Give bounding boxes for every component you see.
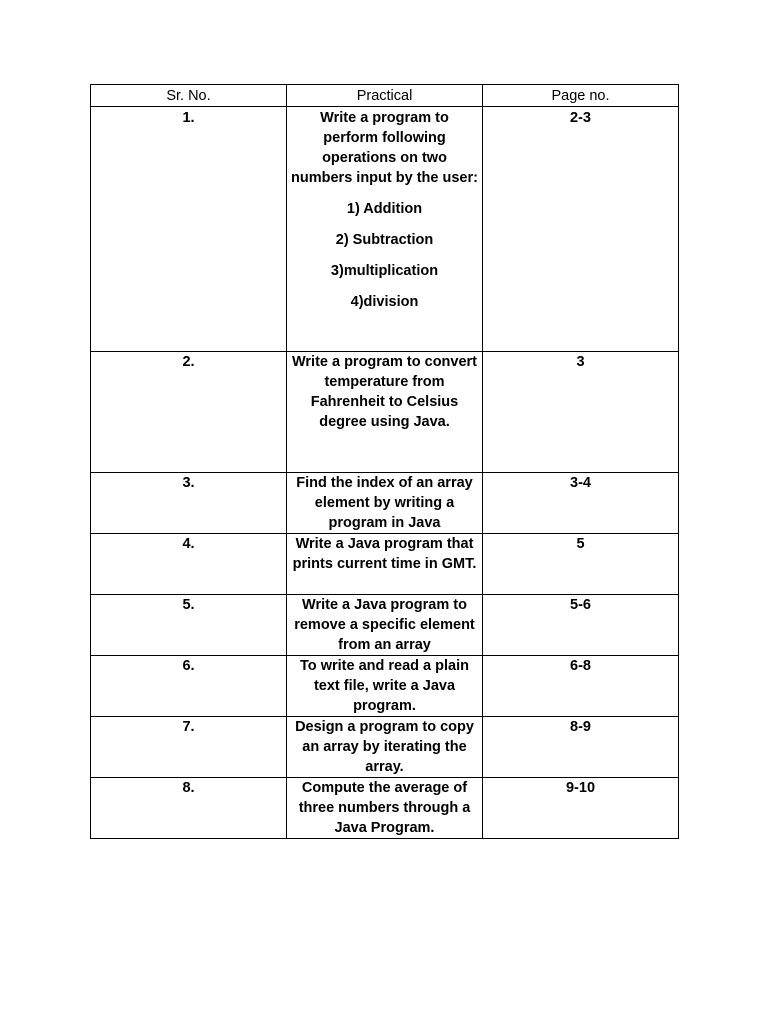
practical-index-table	[90, 84, 679, 839]
cell-sr-no: 3.	[91, 473, 287, 534]
cell-page-no: 2-3	[483, 107, 679, 352]
cell-practical: Design a program to copy an array by iterating the array.	[287, 717, 483, 778]
header-sr-no: Sr. No.	[91, 85, 287, 107]
operation-step: 1) Addition	[346, 201, 423, 217]
cell-page-no: 5	[483, 534, 679, 595]
cell-practical: Compute the average of three numbers through a Java Program.	[287, 778, 483, 839]
header-practical: Practical	[287, 85, 483, 107]
table-row	[91, 595, 679, 656]
cell-practical: Write a Java program to remove a specific element from an array	[287, 595, 483, 656]
cell-page-no: 8-9	[483, 717, 679, 778]
cell-practical: Write a program to convert temperature from Fahrenheit to Celsius degree using Java.	[287, 352, 483, 473]
table-row	[91, 107, 679, 352]
cell-practical: To write and read a plain text file, write a Java program.	[287, 656, 483, 717]
table-row	[91, 473, 679, 534]
cell-page-no: 6-8	[483, 656, 679, 717]
practical-text: Write a program to perform following operations on two numbers input by the user:	[291, 110, 478, 186]
table-row	[91, 352, 679, 473]
cell-practical	[287, 107, 483, 352]
cell-sr-no: 6.	[91, 656, 287, 717]
table-row	[91, 778, 679, 839]
table-row	[91, 656, 679, 717]
cell-sr-no: 1.	[91, 107, 287, 352]
operation-step: 3)multiplication	[330, 263, 439, 279]
cell-sr-no: 7.	[91, 717, 287, 778]
table-row	[91, 534, 679, 595]
operation-step: 2) Subtraction	[335, 232, 434, 248]
cell-page-no: 5-6	[483, 595, 679, 656]
cell-sr-no: 8.	[91, 778, 287, 839]
cell-sr-no: 4.	[91, 534, 287, 595]
cell-sr-no: 5.	[91, 595, 287, 656]
table-row	[91, 717, 679, 778]
cell-sr-no: 2.	[91, 352, 287, 473]
cell-page-no: 3	[483, 352, 679, 473]
cell-practical: Write a Java program that prints current time in GMT.	[287, 534, 483, 595]
table-header-row	[91, 85, 679, 107]
cell-practical: Find the index of an array element by writing a program in Java	[287, 473, 483, 534]
header-page-no: Page no.	[483, 85, 679, 107]
operation-step: 4)division	[350, 294, 419, 310]
cell-page-no: 9-10	[483, 778, 679, 839]
cell-page-no: 3-4	[483, 473, 679, 534]
